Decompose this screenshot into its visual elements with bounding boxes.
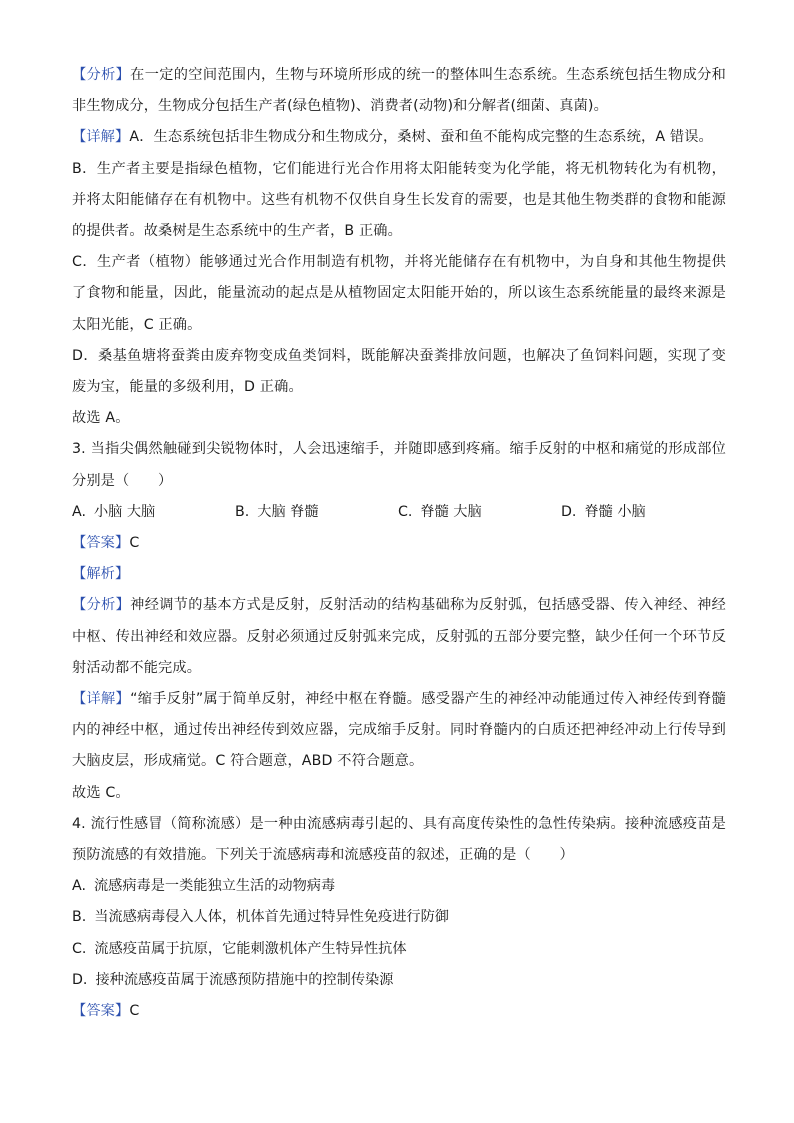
option-letter: C.	[72, 940, 87, 957]
q3-options	[72, 497, 726, 528]
q2-analysis	[72, 60, 726, 122]
q3-option-a	[72, 497, 235, 528]
option-letter: A.	[72, 503, 86, 520]
q3-conclusion: 故选 C。	[72, 784, 130, 801]
option-text: 接种流感疫苗属于流感预防措施中的控制传染源	[95, 971, 394, 988]
option-letter: B.	[72, 909, 87, 926]
q3-detail	[72, 684, 726, 778]
option-letter: A.	[72, 878, 86, 895]
q4-answer	[72, 996, 726, 1027]
q2-detail-b: B．生产者主要是指绿色植物，它们能进行光合作用将太阳能转变为化学能，将无机物转化为有机物，并将太阳能储存在有机物中。这些有机物不仅供自身生长发育的需要，也是其他生物类群的食物和能源的提供者。故桑树是生态系统中的生产者，B 正确。	[72, 160, 726, 240]
q2-detail-a-text: A．生态系统包括非生物成分和生物成分，桑树、蚕和鱼不能构成完整的生态系统，A 错误。	[129, 129, 713, 146]
explain-tag: 【解析】	[72, 566, 130, 583]
option-text: 流感疫苗属于抗原，它能刺激机体产生特异性抗体	[94, 940, 407, 957]
q3-answer-value: C	[129, 535, 140, 552]
q2-detail-d: D．桑基鱼塘将蚕粪由废弃物变成鱼类饲料，既能解决蚕粪排放问题，也解决了鱼饲料问题，实现了变废为宝，能量的多级利用，D 正确。	[72, 347, 726, 396]
option-text: 当流感病毒侵入人体，机体首先通过特异性免疫进行防御	[94, 909, 449, 926]
analysis-tag: 【分析】	[72, 67, 131, 83]
q3-option-b	[235, 497, 398, 528]
option-text: 脊髓 小脑	[584, 503, 646, 520]
q4-option-d	[72, 965, 726, 996]
option-text: 脊髓 大脑	[420, 503, 482, 520]
analysis-tag: 【分析】	[72, 597, 131, 614]
q3-stem: 3. 当指尖偶然触碰到尖锐物体时，人会迅速缩手，并随即感到疼痛。缩手反射的中枢和痛觉的形成部位分别是（ ）	[72, 441, 726, 489]
q3-option-c	[398, 497, 561, 528]
answer-tag: 【答案】	[72, 1003, 130, 1020]
q3-detail-text: “缩手反射”属于简单反射，神经中枢在脊髓。感受器产生的神经冲动能通过传入神经传到脊髓内的神经中枢，通过传出神经传到效应器，完成缩手反射。同时脊髓内的白质还把神经冲动上行传导到大脑皮层，形成痛觉。C 符合题意，ABD 不符合题意。	[72, 691, 726, 770]
q4-option-c	[72, 934, 726, 965]
page-content	[72, 60, 726, 1027]
answer-tag: 【答案】	[72, 535, 130, 552]
q3-analysis	[72, 590, 726, 684]
q3-explain	[72, 559, 726, 590]
option-text: 大脑 脊髓	[257, 503, 319, 520]
option-text: 小脑 大脑	[93, 503, 156, 520]
q4-answer-value: C	[129, 1003, 140, 1020]
q3-option-d	[561, 497, 724, 528]
q2-detail-c: C．生产者（植物）能够通过光合作用制造有机物，并将光能储存在有机物中，为自身和其他生物提供了食物和能量，因此，能量流动的起点是从植物固定太阳能开始的，所以该生态系统能量的最终来源是太阳光能，C 正确。	[72, 254, 726, 333]
q3-answer	[72, 528, 726, 559]
option-letter: D.	[561, 503, 577, 520]
detail-tag: 【详解】	[72, 129, 130, 146]
option-letter: C.	[398, 503, 413, 520]
q3-analysis-text: 神经调节的基本方式是反射，反射活动的结构基础称为反射弧，包括感受器、传入神经、神经中枢、传出神经和效应器。反射必须通过反射弧来完成，反射弧的五部分要完整，缺少任何一个环节反射活动都不能完成。	[72, 597, 726, 676]
option-letter: B.	[235, 503, 250, 520]
detail-tag: 【详解】	[72, 691, 131, 708]
q4-option-b	[72, 902, 726, 933]
q2-analysis-text: 在一定的空间范围内，生物与环境所形成的统一的整体叫生态系统。生态系统包括生物成分和非生物成分，生物成分包括生产者(绿色植物)、消费者(动物)和分解者(细菌、真菌)。	[72, 67, 726, 115]
option-text: 流感病毒是一类能独立生活的动物病毒	[93, 878, 336, 895]
option-letter: D.	[72, 971, 88, 988]
q4-option-a	[72, 871, 726, 902]
q2-conclusion: 故选 A。	[72, 410, 130, 427]
q2-detail-a	[72, 122, 726, 153]
q4-stem: 4. 流行性感冒（简称流感）是一种由流感病毒引起的、具有高度传染性的急性传染病。接种流感疫苗是预防流感的有效措施。下列关于流感病毒和流感疫苗的叙述，正确的是（ ）	[72, 815, 726, 864]
